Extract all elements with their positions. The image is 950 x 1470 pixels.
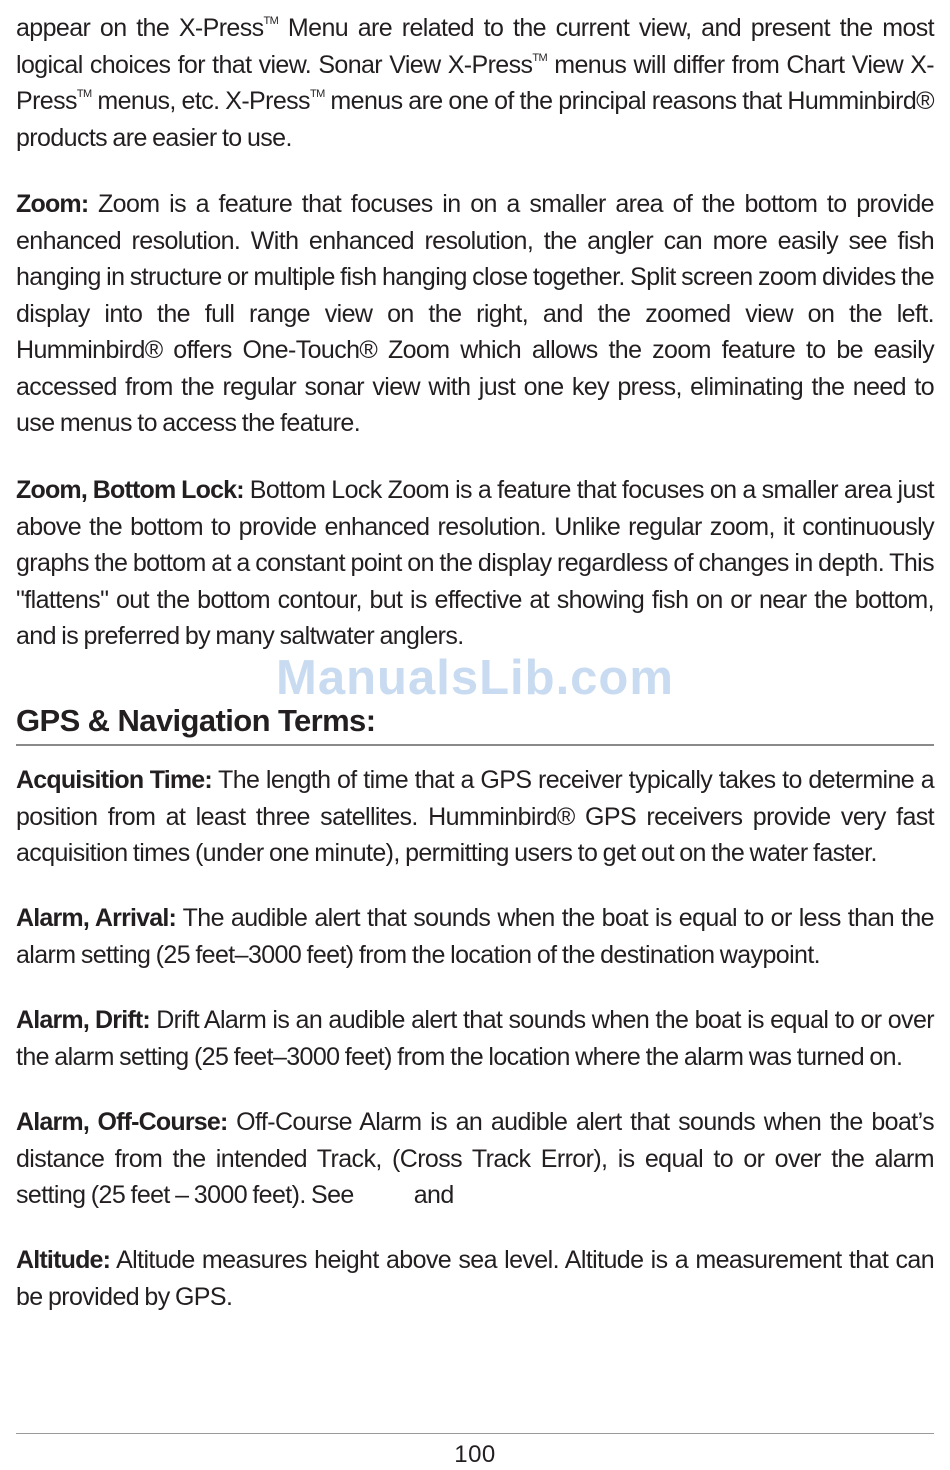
term-definition: Zoom is a feature that focuses in on a smaller area of the bottom to provide enhanced resolution. With enhanced resolution, the angler can more easily see fish hanging in structure or multiple fish hanging close together. Split screen zoom divides the display into the full range view on the right, and the zoomed view on the left. Humminbird® offers One-Touch® Zoom which allows the zoom feature to be easily accessed from the regular sonar view with just one key press, eliminating the need to use menus to access the feature.: [16, 190, 934, 437]
intro-text-4: menus, etc. X-Press: [91, 87, 310, 115]
trademark-mark: TM: [309, 88, 325, 100]
watermark: ManualsLib.com: [276, 651, 674, 705]
term-label: Alarm, Arrival:: [16, 904, 177, 932]
term-definition: The audible alert that sounds when the boat is equal to or less than the alarm setting (25 feet–3000 feet) from the location of the destination waypoint.: [16, 904, 934, 969]
term-label: Acquisition Time:: [16, 766, 212, 794]
footer-divider: [16, 1433, 934, 1434]
term-label: Altitude:: [16, 1246, 111, 1274]
term-altitude: [16, 1242, 934, 1315]
term-definition: Altitude measures height above sea level. Altitude is a measurement that can be provided by GPS.: [16, 1246, 934, 1311]
term-label: Zoom:: [16, 190, 89, 218]
section-divider: [16, 744, 934, 746]
term-definition: Drift Alarm is an audible alert that sounds when the boat is equal to or over the alarm setting (25 feet–3000 feet) from the location where the alarm was turned on.: [16, 1006, 934, 1071]
intro-paragraph: [16, 10, 934, 156]
page-number: 100: [454, 1441, 496, 1468]
section-title: GPS & Navigation Terms:: [16, 703, 376, 738]
intro-text-2: Menu are related to the current view, and present the most logical choices for that view. Sonar View X-Press: [16, 14, 934, 79]
term-label: Zoom, Bottom Lock:: [16, 476, 244, 504]
term-zoom-bottom-lock: [16, 472, 934, 655]
term-definition: Bottom Lock Zoom is a feature that focuses on a smaller area just above the bottom to provide enhanced resolution. Unlike regular zoom, it continuously graphs the bottom at a constant point on the display regardless of changes in depth. This "flattens" out the bottom contour, but is effective at showing fish on or near the bottom, and is preferred by many saltwater anglers.: [16, 476, 934, 650]
trademark-mark: TM: [263, 15, 279, 27]
term-label: Alarm, Drift:: [16, 1006, 150, 1034]
term-definition-end: and: [413, 1181, 454, 1209]
term-acquisition-time: [16, 762, 934, 872]
term-definition: Off-Course Alarm is an audible alert that sounds when the boat’s distance from the intended Track, (Cross Track Error), is equal to or over the alarm setting (25 feet – 3000 feet). See: [16, 1108, 935, 1209]
term-alarm-arrival: [16, 900, 934, 973]
intro-text-1: appear on the X-Press: [16, 14, 264, 42]
trademark-mark: TM: [532, 51, 548, 64]
term-alarm-drift: [16, 1002, 934, 1075]
term-alarm-off-course: [16, 1104, 934, 1214]
trademark-mark: TM: [76, 88, 92, 100]
intro-text-5: menus are one of the principal reasons that Humminbird® products are easier to use.: [16, 87, 934, 152]
term-zoom: [16, 186, 934, 442]
term-definition: The length of time that a GPS receiver typically takes to determine a position from at least three satellites. Humminbird® GPS receivers provide very fast acquisition times (under one minute), permitting users to get out on the water faster.: [16, 766, 934, 867]
term-label: Alarm, Off-Course:: [16, 1108, 228, 1136]
intro-text-3: menus will differ from Chart View X-Press: [16, 50, 934, 115]
